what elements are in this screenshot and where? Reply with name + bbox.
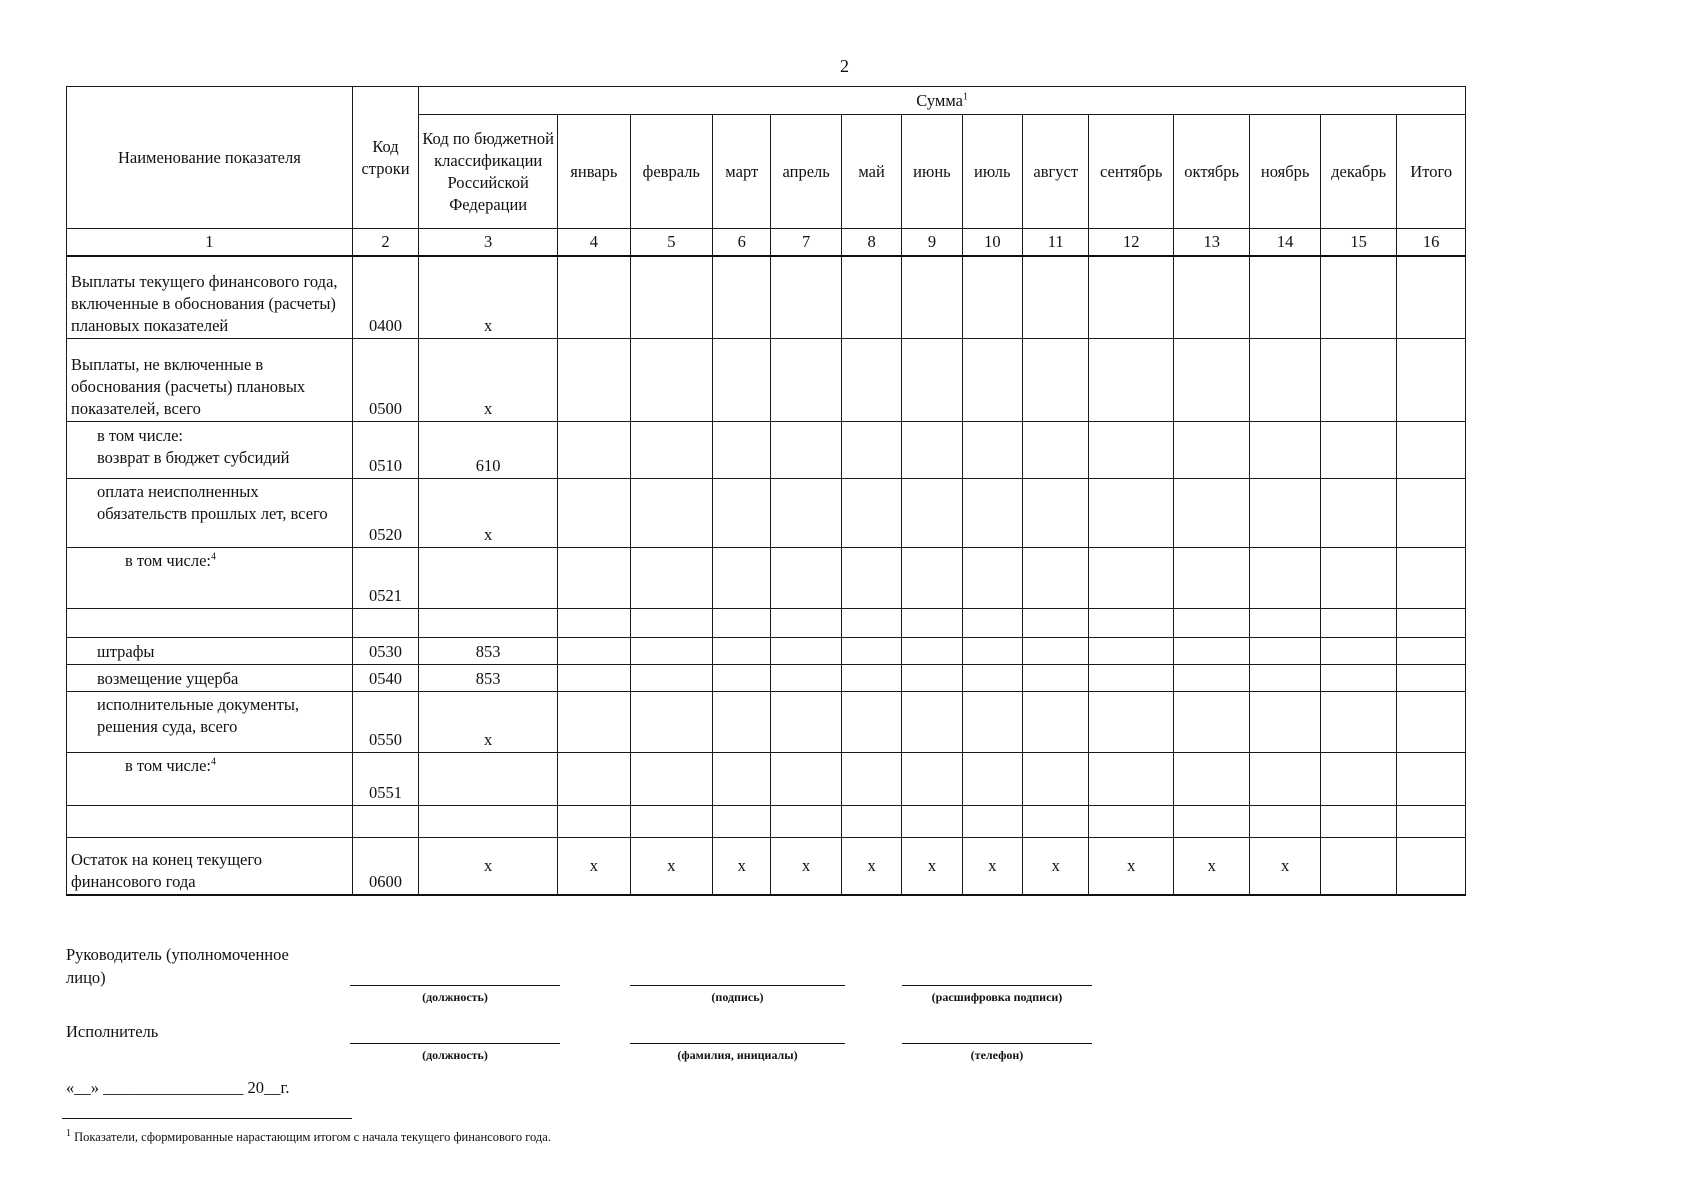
table-row xyxy=(67,608,1466,637)
col-number: 2 xyxy=(352,229,418,257)
row-code: 0521 xyxy=(352,547,418,608)
value-cell[interactable] xyxy=(1023,547,1089,608)
value-cell[interactable] xyxy=(630,752,713,805)
row-name: Выплаты, не включенные в обоснования (расчеты) плановых показателей, всего xyxy=(67,338,353,421)
value-cell: x xyxy=(902,837,962,895)
table-row xyxy=(67,664,1466,691)
value-cell[interactable] xyxy=(1173,547,1249,608)
col-number: 14 xyxy=(1250,229,1320,257)
page-number: 2 xyxy=(840,56,849,76)
value-cell: x xyxy=(1173,837,1249,895)
value-cell[interactable] xyxy=(713,421,771,478)
value-cell[interactable] xyxy=(962,752,1022,805)
value-cell[interactable] xyxy=(558,637,630,664)
value-cell[interactable] xyxy=(962,637,1022,664)
table-row xyxy=(67,256,1466,338)
table-row xyxy=(67,478,1466,547)
value-cell[interactable] xyxy=(630,664,713,691)
value-cell[interactable] xyxy=(962,256,1022,338)
value-cell: x xyxy=(1250,837,1320,895)
row-bk: x xyxy=(419,338,558,421)
row-code: 0540 xyxy=(352,664,418,691)
value-cell[interactable] xyxy=(771,637,841,664)
row-name-text: в том числе: xyxy=(125,755,212,775)
value-cell[interactable] xyxy=(1320,608,1396,637)
col-number: 1 xyxy=(67,229,353,257)
value-cell[interactable] xyxy=(771,752,841,805)
value-cell[interactable] xyxy=(902,664,962,691)
value-cell[interactable] xyxy=(841,256,901,338)
header-sum-sup: 1 xyxy=(962,91,968,102)
table-row xyxy=(67,752,1466,805)
row-code: 0520 xyxy=(352,478,418,547)
value-cell: x xyxy=(1089,837,1174,895)
executor-phone-caption: (телефон) xyxy=(970,1048,1024,1062)
row-bk xyxy=(419,752,558,805)
value-cell[interactable] xyxy=(771,256,841,338)
row-code: 0530 xyxy=(352,637,418,664)
column-numbers-row xyxy=(67,229,1466,257)
value-cell[interactable] xyxy=(902,421,962,478)
value-cell[interactable] xyxy=(962,338,1022,421)
value-cell[interactable] xyxy=(841,421,901,478)
value-cell[interactable] xyxy=(1320,256,1396,338)
head-label: Руководитель (уполномоченное лицо) xyxy=(66,945,289,987)
value-cell[interactable] xyxy=(771,664,841,691)
value-cell[interactable] xyxy=(1173,752,1249,805)
col-number: 4 xyxy=(558,229,630,257)
value-cell[interactable] xyxy=(841,478,901,547)
value-cell[interactable] xyxy=(841,691,901,752)
value-cell[interactable] xyxy=(1250,691,1320,752)
value-cell[interactable] xyxy=(558,691,630,752)
value-cell[interactable] xyxy=(1023,637,1089,664)
header-month: июнь xyxy=(902,115,962,229)
row-code: 0550 xyxy=(352,691,418,752)
value-cell[interactable] xyxy=(558,338,630,421)
row-name-text: в том числе: xyxy=(125,550,212,570)
value-cell: x xyxy=(962,837,1022,895)
value-cell[interactable] xyxy=(1089,752,1174,805)
value-cell[interactable] xyxy=(558,805,630,837)
col-number: 9 xyxy=(902,229,962,257)
row-name-sup: 4 xyxy=(211,756,217,767)
value-cell[interactable] xyxy=(1089,547,1174,608)
header-month: март xyxy=(713,115,771,229)
value-cell[interactable] xyxy=(1250,805,1320,837)
value-cell[interactable] xyxy=(1023,421,1089,478)
row-name: Выплаты текущего финансового года, включенные в обоснования (расчеты) плановых показателей xyxy=(67,256,353,338)
payments-table xyxy=(66,86,1466,896)
table-row xyxy=(67,547,1466,608)
row-name: штрафы xyxy=(67,637,353,664)
value-cell[interactable] xyxy=(902,608,962,637)
value-cell[interactable] xyxy=(1173,637,1249,664)
value-cell[interactable] xyxy=(713,752,771,805)
row-bk xyxy=(419,805,558,837)
row-name xyxy=(67,608,353,637)
table-row xyxy=(67,805,1466,837)
col-number: 16 xyxy=(1397,229,1466,257)
value-cell[interactable] xyxy=(1250,637,1320,664)
value-cell[interactable] xyxy=(962,608,1022,637)
date-line[interactable]: «__» _________________ 20__г. xyxy=(66,1078,290,1097)
header-month: сентябрь xyxy=(1089,115,1174,229)
col-number: 12 xyxy=(1089,229,1174,257)
footnote-sup: 1 xyxy=(66,1127,71,1139)
value-cell[interactable] xyxy=(1320,338,1396,421)
row-bk: x xyxy=(419,691,558,752)
table-row xyxy=(67,637,1466,664)
header-row-1 xyxy=(67,87,1466,115)
value-cell[interactable] xyxy=(1023,805,1089,837)
row-code: 0600 xyxy=(352,837,418,895)
header-month: май xyxy=(841,115,901,229)
value-cell[interactable] xyxy=(713,256,771,338)
col-number: 6 xyxy=(713,229,771,257)
row-bk xyxy=(419,547,558,608)
value-cell[interactable] xyxy=(1320,478,1396,547)
value-cell[interactable] xyxy=(771,608,841,637)
value-cell[interactable] xyxy=(1397,805,1466,837)
table-row xyxy=(67,837,1466,895)
value-cell[interactable] xyxy=(1023,664,1089,691)
row-code xyxy=(352,608,418,637)
row-name: Остаток на конец текущего финансового года xyxy=(67,837,353,895)
value-cell[interactable] xyxy=(962,664,1022,691)
value-cell[interactable] xyxy=(713,664,771,691)
header-sum-text: Сумма xyxy=(916,90,963,110)
header-code: Код строки xyxy=(352,87,418,229)
value-cell[interactable] xyxy=(558,478,630,547)
value-cell[interactable] xyxy=(771,547,841,608)
value-cell[interactable] xyxy=(1173,608,1249,637)
header-sum xyxy=(419,87,1466,115)
row-name xyxy=(67,547,353,608)
executor-phone-line[interactable] xyxy=(902,1043,1092,1044)
header-total: Итого xyxy=(1397,115,1466,229)
row-bk: x xyxy=(419,837,558,895)
row-code: 0510 xyxy=(352,421,418,478)
head-position-caption: (должность) xyxy=(422,990,488,1004)
value-cell[interactable] xyxy=(902,547,962,608)
header-month: январь xyxy=(558,115,630,229)
table-row xyxy=(67,691,1466,752)
row-name: исполнительные документы, решения суда, всего xyxy=(67,691,353,752)
value-cell[interactable] xyxy=(1173,338,1249,421)
value-cell[interactable] xyxy=(1250,338,1320,421)
value-cell[interactable] xyxy=(1320,547,1396,608)
executor-name-line[interactable] xyxy=(630,1043,845,1044)
value-cell[interactable] xyxy=(902,805,962,837)
value-cell[interactable] xyxy=(1089,478,1174,547)
col-number: 7 xyxy=(771,229,841,257)
value-cell[interactable] xyxy=(1397,691,1466,752)
col-number: 3 xyxy=(419,229,558,257)
row-bk: x xyxy=(419,478,558,547)
row-bk: 610 xyxy=(419,421,558,478)
value-cell[interactable] xyxy=(1173,421,1249,478)
value-cell[interactable] xyxy=(1173,478,1249,547)
value-cell[interactable] xyxy=(1173,691,1249,752)
value-cell[interactable] xyxy=(558,256,630,338)
value-cell[interactable] xyxy=(841,547,901,608)
col-number: 11 xyxy=(1023,229,1089,257)
value-cell[interactable] xyxy=(902,752,962,805)
value-cell[interactable] xyxy=(962,547,1022,608)
value-cell[interactable] xyxy=(558,421,630,478)
value-cell[interactable] xyxy=(630,338,713,421)
header-month: октябрь xyxy=(1173,115,1249,229)
value-cell[interactable] xyxy=(1173,805,1249,837)
value-cell[interactable] xyxy=(630,608,713,637)
value-cell[interactable] xyxy=(1023,338,1089,421)
row-bk: 853 xyxy=(419,637,558,664)
value-cell[interactable] xyxy=(1250,608,1320,637)
value-cell[interactable] xyxy=(1397,338,1466,421)
row-name xyxy=(67,752,353,805)
value-cell[interactable] xyxy=(1320,752,1396,805)
row-name-sup: 4 xyxy=(211,551,217,562)
row-name xyxy=(67,421,353,478)
executor-position-caption: (должность) xyxy=(422,1048,488,1062)
row-code: 0400 xyxy=(352,256,418,338)
value-cell: x xyxy=(771,837,841,895)
value-cell[interactable] xyxy=(630,421,713,478)
footnote xyxy=(66,1127,551,1145)
header-month: август xyxy=(1023,115,1089,229)
header-month: июль xyxy=(962,115,1022,229)
value-cell[interactable] xyxy=(713,608,771,637)
row-name xyxy=(67,805,353,837)
row-code: 0551 xyxy=(352,752,418,805)
value-cell[interactable] xyxy=(841,338,901,421)
executor-position-line[interactable] xyxy=(350,1043,560,1044)
row-bk: x xyxy=(419,256,558,338)
value-cell[interactable] xyxy=(962,421,1022,478)
row-bk xyxy=(419,608,558,637)
row-code: 0500 xyxy=(352,338,418,421)
value-cell[interactable] xyxy=(713,547,771,608)
value-cell[interactable] xyxy=(902,478,962,547)
value-cell[interactable] xyxy=(1089,256,1174,338)
head-signature-line[interactable] xyxy=(630,985,845,986)
value-cell: x xyxy=(1023,837,1089,895)
value-cell[interactable] xyxy=(1397,664,1466,691)
value-cell[interactable] xyxy=(1320,664,1396,691)
value-cell[interactable] xyxy=(713,637,771,664)
value-cell[interactable] xyxy=(1250,421,1320,478)
value-cell[interactable] xyxy=(558,752,630,805)
value-cell[interactable] xyxy=(771,478,841,547)
value-cell: x xyxy=(558,837,630,895)
value-cell[interactable] xyxy=(1173,256,1249,338)
header-name: Наименование показателя xyxy=(67,87,353,229)
value-cell[interactable] xyxy=(713,478,771,547)
col-number: 13 xyxy=(1173,229,1249,257)
value-cell[interactable] xyxy=(1397,256,1466,338)
value-cell[interactable] xyxy=(1397,421,1466,478)
table-row xyxy=(67,338,1466,421)
value-cell[interactable] xyxy=(1089,338,1174,421)
value-cell[interactable] xyxy=(1397,752,1466,805)
value-cell[interactable] xyxy=(630,691,713,752)
col-number: 5 xyxy=(630,229,713,257)
value-cell[interactable] xyxy=(558,547,630,608)
value-cell[interactable] xyxy=(713,805,771,837)
value-cell[interactable] xyxy=(1320,805,1396,837)
value-cell[interactable] xyxy=(1397,478,1466,547)
value-cell[interactable] xyxy=(962,691,1022,752)
footnote-text: Показатели, сформированные нарастающим итогом с начала текущего финансового года. xyxy=(74,1130,551,1144)
col-number: 15 xyxy=(1320,229,1396,257)
value-cell[interactable] xyxy=(1397,637,1466,664)
value-cell: x xyxy=(630,837,713,895)
value-cell[interactable] xyxy=(1023,691,1089,752)
value-cell[interactable] xyxy=(1089,637,1174,664)
head-signature-caption: (подпись) xyxy=(711,990,764,1004)
head-name-line[interactable] xyxy=(902,985,1092,986)
value-cell[interactable] xyxy=(841,637,901,664)
value-cell[interactable] xyxy=(1250,547,1320,608)
value-cell[interactable] xyxy=(630,547,713,608)
header-month: ноябрь xyxy=(1250,115,1320,229)
value-cell[interactable] xyxy=(902,637,962,664)
value-cell[interactable] xyxy=(558,664,630,691)
col-number: 10 xyxy=(962,229,1022,257)
row-name: оплата неисполненных обязательств прошлых лет, всего xyxy=(67,478,353,547)
value-cell[interactable] xyxy=(713,691,771,752)
value-cell[interactable] xyxy=(1023,608,1089,637)
value-cell[interactable] xyxy=(1023,256,1089,338)
value-cell[interactable] xyxy=(1023,478,1089,547)
col-number: 8 xyxy=(841,229,901,257)
value-cell[interactable] xyxy=(1089,691,1174,752)
executor-label: Исполнитель xyxy=(66,1022,159,1041)
head-position-line[interactable] xyxy=(350,985,560,986)
value-cell[interactable] xyxy=(1089,608,1174,637)
value-cell[interactable] xyxy=(558,608,630,637)
value-cell[interactable] xyxy=(962,805,1022,837)
executor-name-caption: (фамилия, инициалы) xyxy=(677,1048,798,1062)
head-name-caption: (расшифровка подписи) xyxy=(931,990,1063,1004)
row-bk: 853 xyxy=(419,664,558,691)
value-cell[interactable] xyxy=(1089,664,1174,691)
value-cell[interactable] xyxy=(630,256,713,338)
value-cell: x xyxy=(713,837,771,895)
value-cell[interactable] xyxy=(1397,608,1466,637)
value-cell: x xyxy=(841,837,901,895)
value-cell[interactable] xyxy=(1089,421,1174,478)
value-cell[interactable] xyxy=(902,691,962,752)
value-cell[interactable] xyxy=(1023,752,1089,805)
value-cell[interactable] xyxy=(713,338,771,421)
value-cell[interactable] xyxy=(902,338,962,421)
row-name-prefix: в том числе: xyxy=(97,425,184,445)
value-cell[interactable] xyxy=(1250,256,1320,338)
value-cell[interactable] xyxy=(630,478,713,547)
value-cell[interactable] xyxy=(1320,837,1396,895)
value-cell[interactable] xyxy=(841,805,901,837)
header-bk: Код по бюджетной классификации Российской Федерации xyxy=(419,115,558,229)
value-cell[interactable] xyxy=(1089,805,1174,837)
value-cell[interactable] xyxy=(1397,837,1466,895)
header-month: февраль xyxy=(630,115,713,229)
footnote-separator xyxy=(62,1118,352,1119)
value-cell[interactable] xyxy=(841,664,901,691)
value-cell[interactable] xyxy=(1250,664,1320,691)
value-cell[interactable] xyxy=(630,805,713,837)
value-cell[interactable] xyxy=(1320,421,1396,478)
value-cell[interactable] xyxy=(1320,637,1396,664)
row-code xyxy=(352,805,418,837)
value-cell[interactable] xyxy=(841,752,901,805)
value-cell[interactable] xyxy=(962,478,1022,547)
value-cell[interactable] xyxy=(630,637,713,664)
value-cell[interactable] xyxy=(841,608,901,637)
value-cell[interactable] xyxy=(902,256,962,338)
table-row xyxy=(67,421,1466,478)
value-cell[interactable] xyxy=(1173,664,1249,691)
value-cell[interactable] xyxy=(1250,478,1320,547)
header-month: апрель xyxy=(771,115,841,229)
value-cell[interactable] xyxy=(771,805,841,837)
header-month: декабрь xyxy=(1320,115,1396,229)
value-cell[interactable] xyxy=(771,338,841,421)
row-name: возмещение ущерба xyxy=(67,664,353,691)
row-name-text: возврат в бюджет субсидий xyxy=(97,447,290,467)
value-cell[interactable] xyxy=(1320,691,1396,752)
value-cell[interactable] xyxy=(771,691,841,752)
value-cell[interactable] xyxy=(1397,547,1466,608)
value-cell[interactable] xyxy=(771,421,841,478)
value-cell[interactable] xyxy=(1250,752,1320,805)
